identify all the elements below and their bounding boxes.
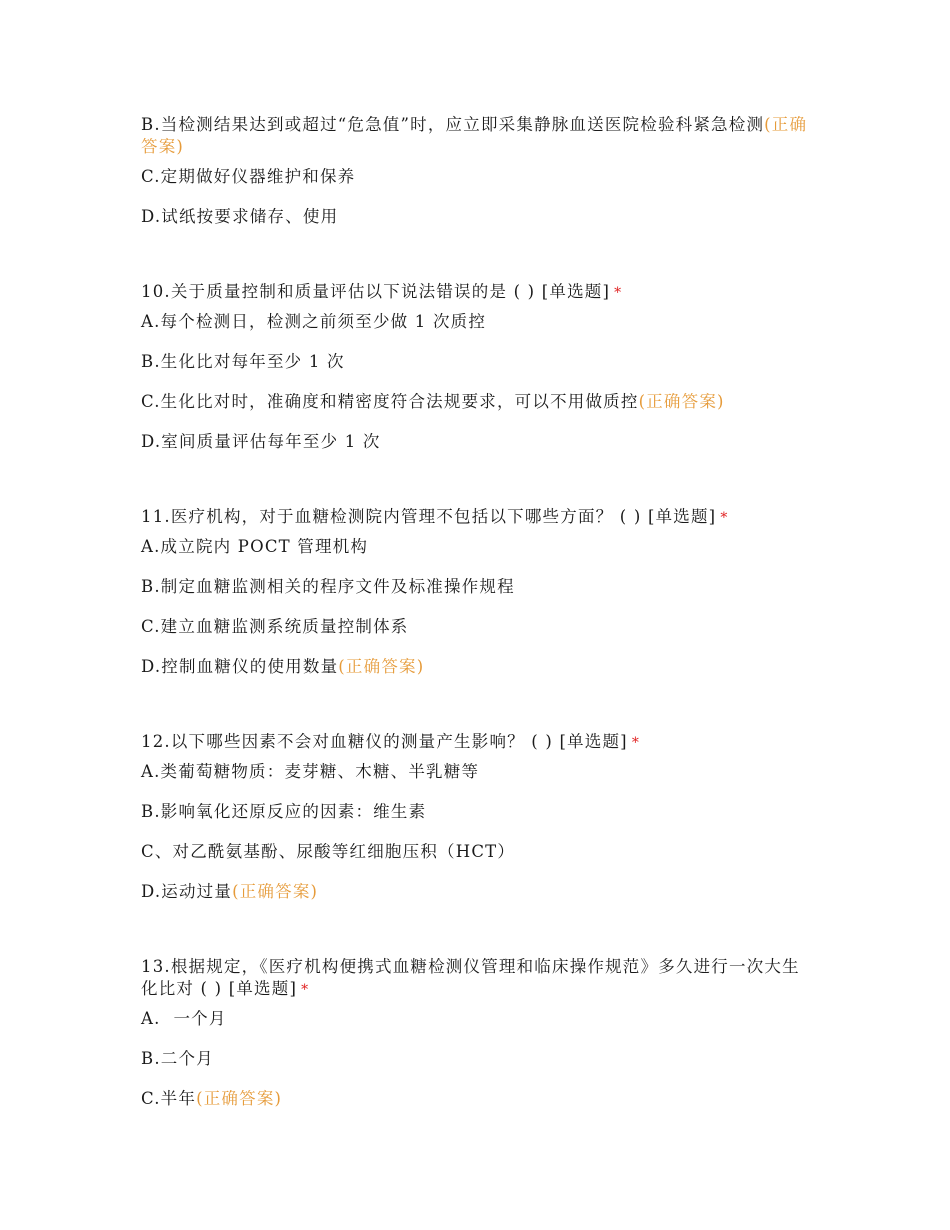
q13-option-a: [141, 1008, 227, 1030]
q13-option-b: [141, 1048, 214, 1070]
option-text: D.运动过量: [141, 882, 233, 901]
q12-option-d: [141, 881, 318, 903]
required-mark: *: [614, 285, 623, 301]
required-mark: *: [301, 982, 310, 998]
option-text: C.建立血糖监测系统质量控制体系: [141, 617, 409, 636]
correct-answer-label: (正确答案): [232, 882, 319, 901]
q11-option-d: [141, 656, 424, 678]
q12-option-c: [141, 841, 515, 863]
q11-option-c: [141, 616, 408, 638]
q10-option-a: [141, 311, 486, 333]
option-text: A.类葡萄糖物质：麦芽糖、木糖、半乳糖等: [141, 762, 480, 781]
q10-option-c: [141, 391, 725, 413]
option-text: D.试纸按要求储存、使用: [141, 207, 339, 226]
q11-title: [141, 506, 729, 529]
option-text: C、对乙酰氨基酚、尿酸等红细胞压积（HCT）: [141, 842, 516, 861]
option-text: B.当检测结果达到或超过“危急值”时，应立即采集静脉血送医院检验科紧急检测: [141, 115, 765, 134]
q13-title: [141, 956, 811, 1001]
option-text: B.制定血糖监测相关的程序文件及标准操作规程: [141, 577, 515, 596]
question-title: 13.根据规定，《医疗机构便携式血糖检测仪管理和临床操作规范》多久进行一次大生化比对 ( ) [单选题]: [141, 957, 800, 998]
q11-option-a: [141, 536, 368, 558]
q13-option-c: [141, 1088, 282, 1110]
option-text: D.室间质量评估每年至少 1 次: [141, 432, 381, 451]
q12-option-b: [141, 801, 426, 823]
required-mark: *: [631, 735, 641, 751]
option-text: C.定期做好仪器维护和保养: [141, 167, 356, 186]
q9-option-b: [141, 114, 811, 158]
question-title: 11.医疗机构，对于血糖检测院内管理不包括以下哪些方面？ ( ) [单选题]: [141, 507, 717, 526]
option-text: A. 一个月: [141, 1009, 227, 1028]
correct-answer-label: (正确答案): [196, 1089, 283, 1108]
q9-option-c: [141, 166, 355, 188]
question-title: 12.以下哪些因素不会对血糖仪的测量产生影响？ ( ) [单选题]: [141, 732, 628, 751]
required-mark: *: [720, 510, 729, 526]
correct-answer-label: (正确答案): [141, 115, 808, 156]
q11-option-b: [141, 576, 515, 598]
question-title: 10.关于质量控制和质量评估以下说法错误的是 ( ) [单选题]: [141, 282, 611, 301]
correct-answer-label: (正确答案): [338, 657, 425, 676]
q10-option-d: [141, 431, 381, 453]
q12-option-a: [141, 761, 479, 783]
q10-option-b: [141, 351, 345, 373]
option-text: C.半年: [141, 1089, 197, 1108]
q12-title: [141, 731, 640, 754]
q9-option-d: [141, 206, 338, 228]
option-text: A.成立院内 POCT 管理机构: [141, 537, 369, 556]
correct-answer-label: (正确答案): [638, 392, 725, 411]
q10-title: [141, 281, 622, 304]
option-text: B.二个月: [141, 1049, 214, 1068]
option-text: C.生化比对时，准确度和精密度符合法规要求，可以不用做质控: [141, 392, 639, 411]
option-text: D.控制血糖仪的使用数量: [141, 657, 339, 676]
option-text: A.每个检测日，检测之前须至少做 1 次质控: [141, 312, 487, 331]
option-text: B.生化比对每年至少 1 次: [141, 352, 345, 371]
option-text: B.影响氧化还原反应的因素：维生素: [141, 802, 427, 821]
